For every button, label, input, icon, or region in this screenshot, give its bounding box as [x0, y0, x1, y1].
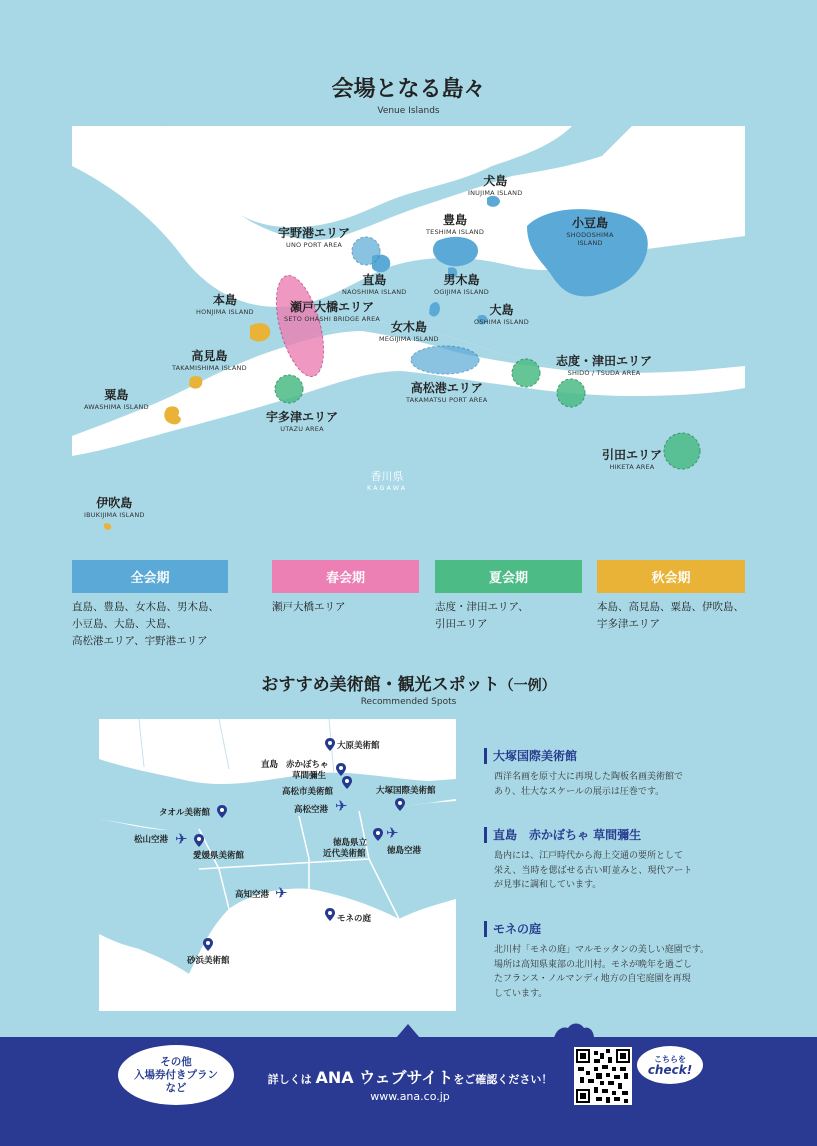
- desc-body: 北川村「モネの庭」マルモッタンの美しい庭園です。 場所は高知県東部の北川村。モネが晩年を過ごし たフランス・ノルマンディ地方の自宅庭園を再現 しています。: [494, 945, 710, 999]
- ana-url-link[interactable]: www.ana.co.jp: [370, 1090, 450, 1103]
- label-shido-tsuda: 志度・津田エリア SHIDO / TSUDA AREA: [556, 354, 653, 377]
- page-title: 会場となる島々: [331, 77, 486, 102]
- label-megijima: 女木島 MEGIJIMA ISLAND: [379, 320, 439, 343]
- desc-naoshima: [484, 827, 744, 893]
- spot-kochi-airport: 高知空港: [235, 890, 270, 900]
- airplane-icon: ✈: [386, 824, 399, 842]
- period-all-venues: 直島、豊島、女木島、男木島、 小豆島、大島、犬島、 高松港エリア、宇野港エリア: [72, 601, 219, 647]
- period-summer: 夏会期: [435, 560, 582, 593]
- label-ogijima: 男木島 OGIJIMA ISLAND: [434, 273, 489, 296]
- desc-title: 大塚国際美術館: [484, 748, 744, 764]
- spot-ohara-museum: 大原美術館: [337, 741, 380, 751]
- map-pin-icon: [325, 908, 335, 921]
- label-utazu: 宇多津エリア UTAZU AREA: [266, 410, 339, 433]
- desc-body: 島内には、江戸時代から海上交通の要所として 栄え、当時を偲ばせる古い町並みと、現代アート が見事に調和しています。: [494, 851, 693, 890]
- map-pin-icon: [325, 738, 335, 751]
- map-pin-icon: [217, 805, 227, 818]
- label-oshima: 大島 OSHIMA ISLAND: [474, 303, 529, 326]
- label-honjima: 本島 HONJIMA ISLAND: [196, 293, 254, 316]
- takamishima-shape: [189, 376, 202, 389]
- period-spring-venues: 瀬戸大橋エリア: [272, 601, 346, 613]
- desc-title: モネの庭: [484, 921, 744, 937]
- pref-okayama: 岡山県 OKAYAMA: [250, 173, 296, 195]
- label-takamatsu-port: 高松港エリア TAKAMATSU PORT AREA: [406, 381, 488, 404]
- label-seto-ohashi: 瀬戸大橋エリア SETO OHASHI BRIDGE AREA: [284, 300, 381, 323]
- spot-ehime-museum: 愛媛県美術館: [193, 851, 245, 861]
- label-uno-port: 宇野港エリア UNO PORT AREA: [278, 226, 351, 249]
- period-autumn: 秋会期: [597, 560, 745, 593]
- uno-port-area-shape: [352, 237, 380, 265]
- label-inujima: 犬島 INUJIMA ISLAND: [468, 174, 523, 197]
- label-teshima: 豊島 TESHIMA ISLAND: [426, 213, 485, 236]
- map-pin-icon: [395, 798, 405, 811]
- map-pin-icon: [342, 776, 352, 789]
- label-hiketa: 引田エリア HIKETA AREA: [602, 448, 663, 471]
- spots-title: おすすめ美術館・観光スポット（一例）: [261, 675, 556, 695]
- check-bubble[interactable]: こちらを check!: [637, 1046, 703, 1084]
- spot-takamatsu-airport: 高松空港: [294, 805, 329, 815]
- spot-otsuka-museum: 大塚国際美術館: [376, 786, 436, 796]
- venue-islands-map: [72, 126, 745, 554]
- desc-title: 直島 赤かぼちゃ 草間彌生: [484, 827, 744, 843]
- label-awashima: 粟島 AWASHIMA ISLAND: [84, 388, 149, 411]
- pref-kagawa: 香川県 KAGAWA: [367, 470, 408, 492]
- ana-website-cta: 詳しくは ANA ウェブサイトをご確認ください！: [267, 1068, 553, 1087]
- desc-body: 西洋名画を原寸大に再現した陶板名画美術館で あり、壮大なスケールの展示は圧巻です。: [494, 772, 684, 797]
- spot-tokushima-airport: 徳島空港: [387, 846, 422, 856]
- label-takamishima: 高見島 TAKAMISHIMA ISLAND: [172, 349, 247, 372]
- shido-area-shape: [512, 359, 540, 387]
- period-all: 全会期: [72, 560, 228, 593]
- spot-matsuyama-airport: 松山空港: [134, 835, 169, 845]
- label-ibukijima: 伊吹島 IBUKIJIMA ISLAND: [84, 496, 145, 519]
- takamatsu-port-area-shape: [411, 346, 479, 374]
- page-subtitle: Venue Islands: [377, 106, 440, 116]
- spots-map: [99, 719, 456, 1011]
- utazu-area-shape: [275, 375, 303, 403]
- period-spring: 春会期: [272, 560, 419, 593]
- period-autumn-venues: 本島、高見島、粟島、伊吹島、 宇多津エリア: [597, 601, 744, 630]
- map-pin-icon: [194, 834, 204, 847]
- spot-tokushima-museum-2: 近代美術館: [323, 849, 366, 859]
- label-shodoshima: 小豆島 SHODOSHIMA ISLAND: [566, 216, 614, 247]
- spot-red-pumpkin: 赤かぼちゃ: [286, 760, 329, 770]
- footer-notch-icon: [396, 1024, 420, 1038]
- cloud-icon: [554, 1022, 594, 1038]
- spot-towel-museum: タオル美術館: [159, 808, 211, 818]
- airplane-icon: ✈: [275, 884, 288, 902]
- spot-kusama: 草間彌生: [292, 771, 327, 781]
- qr-code-icon[interactable]: [574, 1047, 632, 1105]
- more-plans-button[interactable]: その他 入場券付きプラン など: [118, 1045, 234, 1105]
- spot-monet-garden: モネの庭: [337, 914, 372, 924]
- desc-monet: [484, 921, 744, 1001]
- tsuda-area-shape: [557, 379, 585, 407]
- map-pin-icon: [373, 828, 383, 841]
- spot-sunahama-museum: 砂浜美術館: [187, 956, 230, 966]
- map-pin-icon: [336, 763, 346, 776]
- spots-subtitle: Recommended Spots: [360, 697, 457, 707]
- spot-tokushima-museum-1: 徳島県立: [333, 838, 368, 848]
- spot-takamatsu-museum: 高松市美術館: [282, 787, 334, 797]
- airplane-icon: ✈: [335, 797, 348, 815]
- desc-otsuka: [484, 748, 744, 799]
- spot-naoshima: 直島: [261, 760, 279, 770]
- label-naoshima: 直島 NAOSHIMA ISLAND: [342, 273, 407, 296]
- map-pin-icon: [203, 938, 213, 951]
- period-summer-venues: 志度・津田エリア、 引田エリア: [435, 601, 529, 630]
- hiketa-area-shape: [664, 433, 700, 469]
- airplane-icon: ✈: [175, 830, 188, 848]
